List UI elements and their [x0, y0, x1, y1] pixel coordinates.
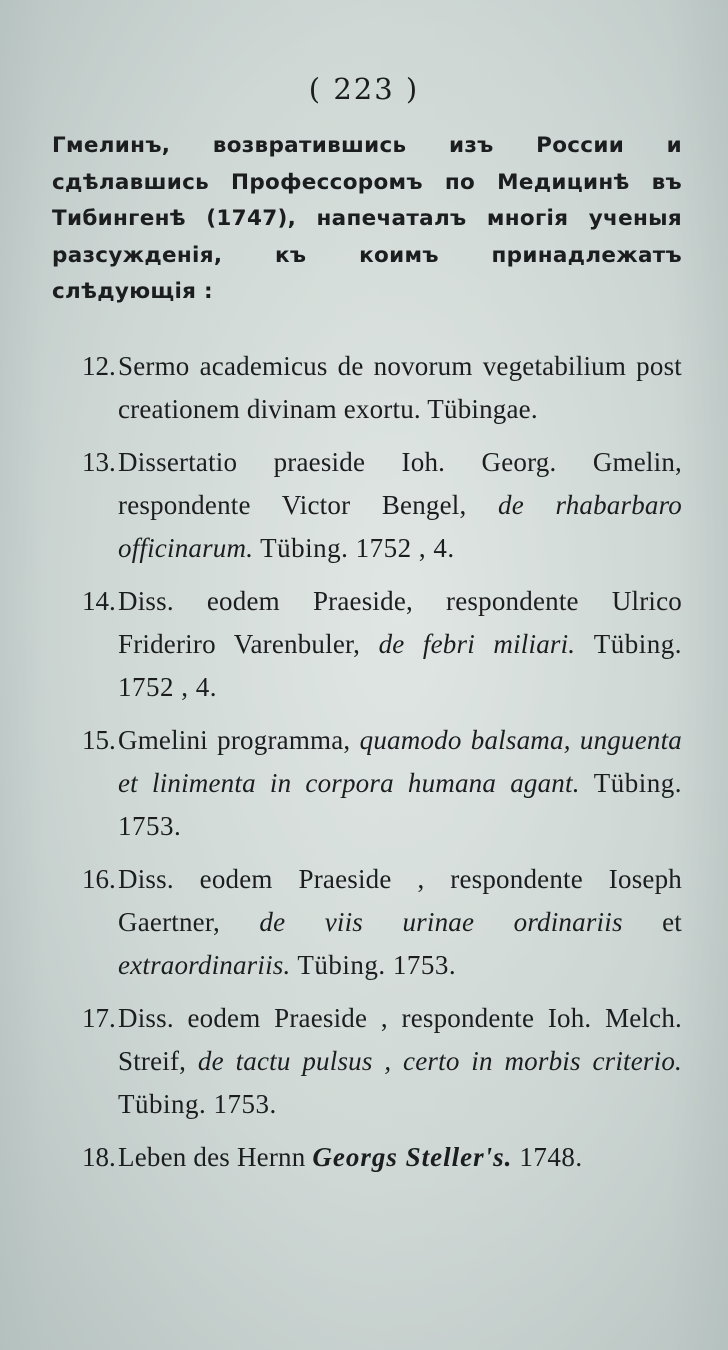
entry-text: Sermo academicus de novorum vegetabilium post creationem divinam exortu. Tübingae.	[118, 351, 682, 424]
entry-number: 14.	[82, 586, 116, 616]
entry-text	[118, 441, 682, 570]
entry-title-italic: de tactu pulsus , certo in morbis criterio.	[197, 1046, 682, 1076]
entry-number: 16.	[82, 864, 116, 894]
entry-publication: Tübing. 1752 , 4.	[260, 533, 455, 563]
entry-title-italic: de febri miliari.	[378, 629, 576, 659]
entry-text	[118, 580, 682, 709]
entry-text-main: Dissertatio praeside Ioh. Georg. Gmelin, respondente Victor Bengel,	[118, 447, 682, 520]
entry-text	[118, 719, 682, 848]
list-item	[82, 719, 682, 848]
list-item	[82, 441, 682, 570]
entry-text	[118, 997, 682, 1126]
entry-text-mid: et	[662, 907, 683, 937]
list-item	[82, 345, 682, 431]
entry-title-italic: quamodo balsama, unguenta et linimenta in corpora humana agant.	[118, 725, 682, 798]
entry-number: 15.	[82, 725, 116, 755]
entry-number: 13.	[82, 447, 116, 477]
list-item	[82, 1136, 682, 1179]
entry-title-gothic: Georgs Steller's.	[312, 1142, 513, 1172]
entry-publication: Tübing. 1752 , 4.	[118, 629, 682, 702]
entry-number: 12.	[82, 351, 116, 381]
entry-text-main: Diss. eodem Praeside , respondente Ioh. Melch. Streif,	[118, 1003, 682, 1076]
intro-paragraph: Гмелинъ, возвратившись изъ России и сдѣлавшись Профессоромъ по Медицинѣ въ Тибингенѣ (1747), напечаталъ многія ученыя разсужденія, къ коимъ принадлежатъ слѣдующія :	[52, 133, 682, 304]
entry-publication: 1748.	[519, 1142, 583, 1172]
entry-publication: Tübing. 1753.	[297, 950, 457, 980]
entry-title-italic: de rhabarbaro officinarum.	[118, 490, 683, 563]
entry-publication: Tübing. 1753.	[118, 1089, 277, 1119]
entry-text-main: Leben des Hernn	[118, 1142, 306, 1172]
list-item	[82, 997, 682, 1126]
entry-text-main: Gmelini programma,	[118, 725, 351, 755]
bibliography-list	[82, 345, 682, 1189]
page-number: ( 223 )	[308, 72, 420, 106]
entry-text	[118, 1136, 682, 1179]
entry-title-italic-2: extraordinariis.	[118, 950, 291, 980]
list-item	[82, 858, 682, 987]
entry-title-italic: de viis urinae ordinariis	[259, 907, 623, 937]
entry-text-main: Diss. eodem Praeside, respondente Ulrico Frideriro Varenbuler,	[118, 586, 682, 659]
entry-text	[118, 858, 682, 987]
list-item	[82, 580, 682, 709]
entry-number: 17.	[82, 1003, 116, 1033]
entry-publication: Tübing. 1753.	[118, 768, 683, 841]
entry-number: 18.	[82, 1142, 116, 1172]
entry-text-main: Diss. eodem Praeside , respondente Ioseph Gaertner,	[118, 864, 682, 937]
